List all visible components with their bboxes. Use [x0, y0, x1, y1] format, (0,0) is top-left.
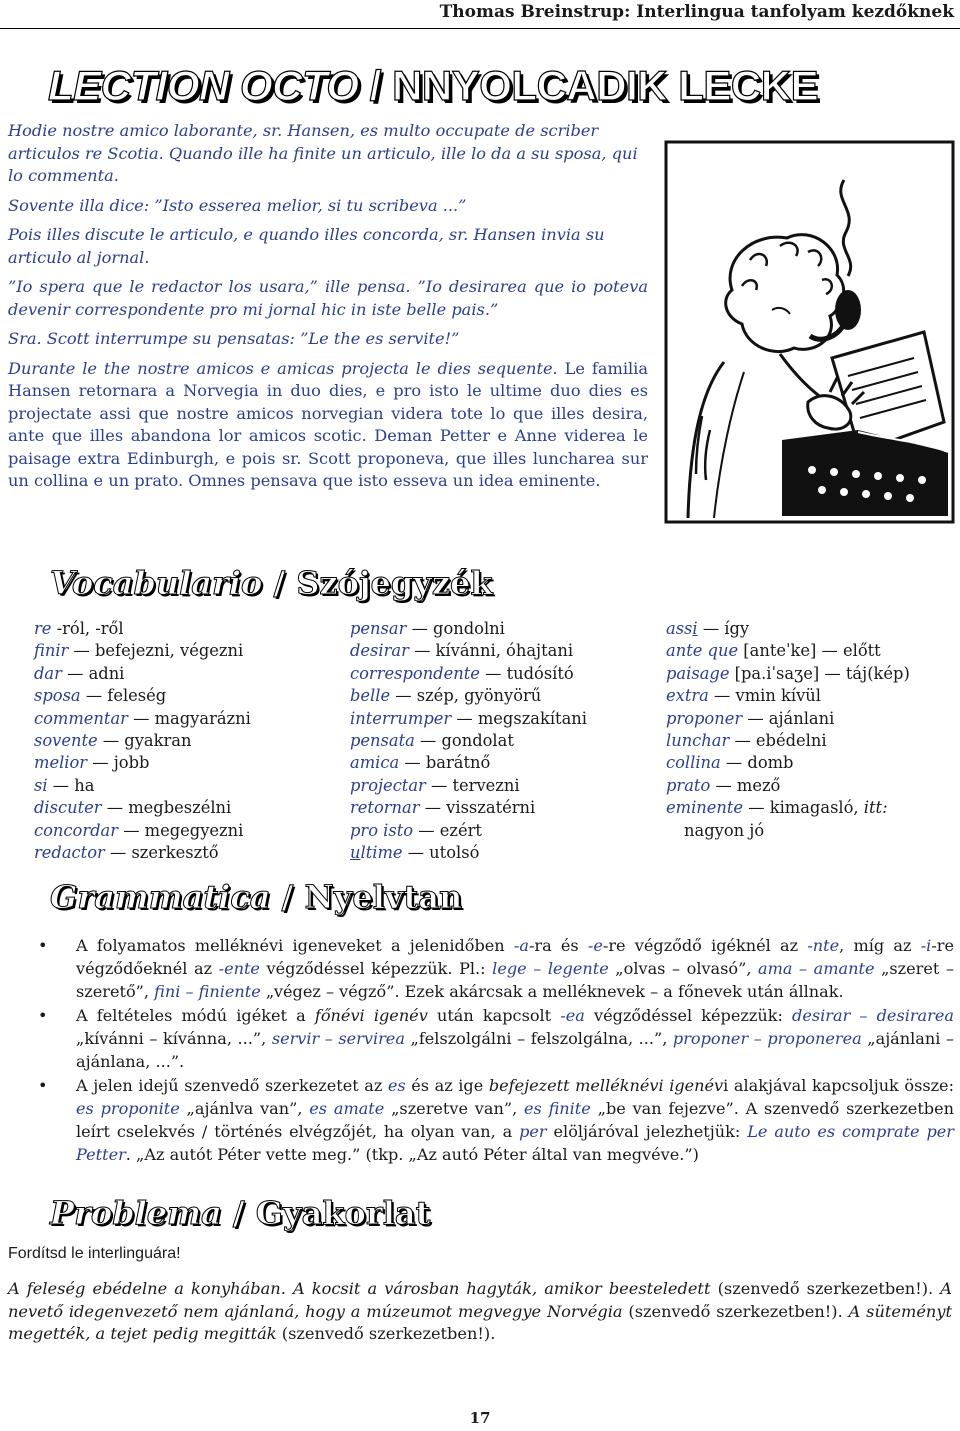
exercise-heading [50, 1194, 430, 1232]
exercise-heading-interlingua: Problema [50, 1194, 222, 1232]
vocab-entry: proponer — ajánlani [666, 708, 835, 728]
writer-illustration [662, 140, 957, 525]
vocabulary-column-3 [666, 618, 910, 842]
vocab-entry: re -ról, -ről [34, 619, 124, 638]
vocab-entry: projectar — tervezni [350, 775, 520, 795]
vocab-entry: pensata — gondolat [350, 731, 514, 751]
writer-head [726, 235, 844, 352]
reading-paragraph-4: ”Io spera que le redactor los usara,” ille pensa. ”Io desirarea que io poteva devenir correspondente pro mi jornal hic in iste belle pais.” [8, 277, 648, 319]
bullet-icon: • [38, 1006, 48, 1025]
running-head: Thomas Breinstrup: Interlingua tanfolyam kezdőknek [439, 2, 954, 22]
vocab-entry: commentar — magyarázni [34, 708, 251, 728]
grammar-heading-interlingua: Grammatica [50, 878, 271, 916]
vocabulary-heading-hungarian: / Szójegyzék [262, 564, 493, 602]
vocab-entry: interrumper — megszakítani [350, 708, 587, 728]
vocab-entry: eminente — kimagasló, itt: [666, 798, 888, 818]
vocabulary-heading [50, 564, 493, 602]
vocab-entry: ultime — utolsó [350, 843, 480, 863]
vocab-entry: finir — befejezni, végezni [34, 641, 244, 661]
grammar-item-2: • A feltételes módú igéket a főnévi igenév után kapcsolt -ea végződéssel képezzük: desirar – desirarea „kívánni – kívánna, ...”, servir – servirea „felszolgálni – felszolgálna, ...”, proponer – proponerea „ajánlani – ajánlana, ...”. [38, 1006, 955, 1071]
vocab-entry: melior — jobb [34, 753, 150, 773]
exercise-text: A feleség ebédelne a konyhában. A kocsit a városban hagyták, amikor beesteledett (szenvedő szerkezetben!). A nevető idegenvezető nem ajánlaná, hogy a múzeumot megvegye Norvégia (szenvedő szerkezetben!). A süteményt megették, a tejet pedig megitták (szenvedő szerkezetben!). [8, 1279, 952, 1344]
vocab-entry: concordar — megegyezni [34, 820, 244, 840]
lesson-title-interlingua: LECTION OCTO [48, 62, 359, 109]
vocab-entry: discuter — megbeszélni [34, 798, 232, 818]
reading-paragraph-5: Sra. Scott interrumpe su pensatas: ”Le the es servite!” [8, 329, 460, 348]
grammar-list [38, 934, 954, 1167]
vocab-entry: belle — szép, gyönyörű [350, 686, 542, 706]
vocab-entry: paisage [pa.iˈsaʒe] — táj(kép) [666, 663, 910, 683]
vocab-entry: pensar — gondolni [350, 619, 505, 638]
vocab-entry: redactor — szerkesztő [34, 843, 219, 863]
vocabulary-heading-interlingua: Vocabulario [50, 564, 263, 602]
vocab-entry: dar — adni [34, 663, 125, 683]
vocab-entry: si — ha [34, 775, 95, 795]
pipe-smoke [841, 180, 851, 276]
vocab-entry: sovente — gyakran [34, 731, 192, 751]
vocab-entry: pro isto — ezért [350, 820, 482, 840]
bullet-icon: • [38, 1076, 48, 1095]
lesson-title [48, 62, 818, 110]
reading-paragraph-2: Sovente illa dice: ”Isto esserea melior, si tu scribeva ...” [8, 195, 467, 215]
reading-text [8, 120, 648, 500]
grammar-heading-hungarian: / Nyelvtan [270, 878, 463, 916]
typewriter [782, 430, 948, 516]
header-rule [0, 28, 960, 29]
lesson-title-hungarian: / NNYOLCADIK LECKE [358, 62, 819, 109]
vocab-entry: desirar — kívánni, óhajtani [350, 641, 574, 661]
grammar-item-1: • A folyamatos melléknévi igeneveket a jelenidőben -a-ra és -e-re végződő igéknél az -nte, míg az -i-re végződőeknél az -ente végződéssel képezzük. Pl.: lege – legente „olvas – olvasó”, ama – amante „szeret – szerető”, fini – finiente „végez – végző”. Ezek akárcsak a melléknevek – a főnevek után állnak. [38, 936, 954, 1001]
grammar-item-3: • A jelen idejű szenvedő szerkezetet az es és az ige befejezett melléknévi igenévi alakjával kapcsoljuk össze: es proponite „ajánlva van”, es amate „szeretve van”, es finite „be van fejezve”. A szenvedő szerkezetben leírt cselekvés / történés elvégzőjét, ha olyan van, a per elöljáróval jelezhetjük: Le auto es comprate per Petter. „Az autót Péter vette meg.” (tkp. „Az autó Péter által van megvéve.”) [38, 1076, 955, 1164]
reading-paragraph-3: Pois illes discute le articulo, e quando illes concorda, sr. Hansen invia su articulo al jornal. [8, 225, 605, 267]
reading-paragraph-6-regular: Le familia Hansen retornara a Norvegia in duo dies, e pro isto le ultime duo dies es projectate assi que nostre amicos norvegian videra tote lo que illes desira, ante que illes abandona lor amicos scotic. Deman Petter e Anne viderea le paisage extra Edinburgh, e pois sr. Scott proponeva, que illes luncharea sur un collina e un prato. Omnes pensava que isto esseva un idea eminente. [8, 358, 649, 490]
vocab-entry-continuation: nagyon jó [684, 820, 765, 840]
vocab-entry: ante que [anteˈke] — előtt [666, 641, 881, 661]
exercise-instruction: Fordítsd le interlinguára! [8, 1245, 181, 1262]
exercise-heading-hungarian: / Gyakorlat [221, 1194, 431, 1232]
vocabulary-column-2 [350, 618, 587, 864]
reading-paragraph-6 [8, 358, 648, 493]
vocab-entry: retornar — visszatérni [350, 798, 536, 818]
bullet-icon: • [38, 936, 48, 955]
reading-paragraph-1: Hodie nostre amico laborante, sr. Hansen, es multo occupate de scriber articulos re Scotia. Quando ille ha finite un articulo, ille lo da a su sposa, qui lo commenta. [8, 121, 638, 185]
vocab-entry: prato — mező [666, 775, 781, 795]
vocabulary-column-1 [34, 618, 251, 864]
vocab-entry: extra — vmin kívül [666, 686, 821, 706]
vocab-entry: assi — így [666, 619, 750, 638]
reading-paragraph-6-italic: Durante le the nostre amicos e amicas projecta le dies sequente. [8, 358, 558, 378]
page-number: 17 [469, 1409, 491, 1427]
vocab-entry: collina — domb [666, 753, 794, 773]
grammar-heading [50, 878, 462, 916]
vocab-entry: amica — barátnő [350, 753, 491, 773]
vocab-entry: lunchar — ebédelni [666, 731, 827, 751]
vocab-entry: correspondente — tudósító [350, 663, 574, 683]
vocab-entry: sposa — feleség [34, 686, 167, 706]
